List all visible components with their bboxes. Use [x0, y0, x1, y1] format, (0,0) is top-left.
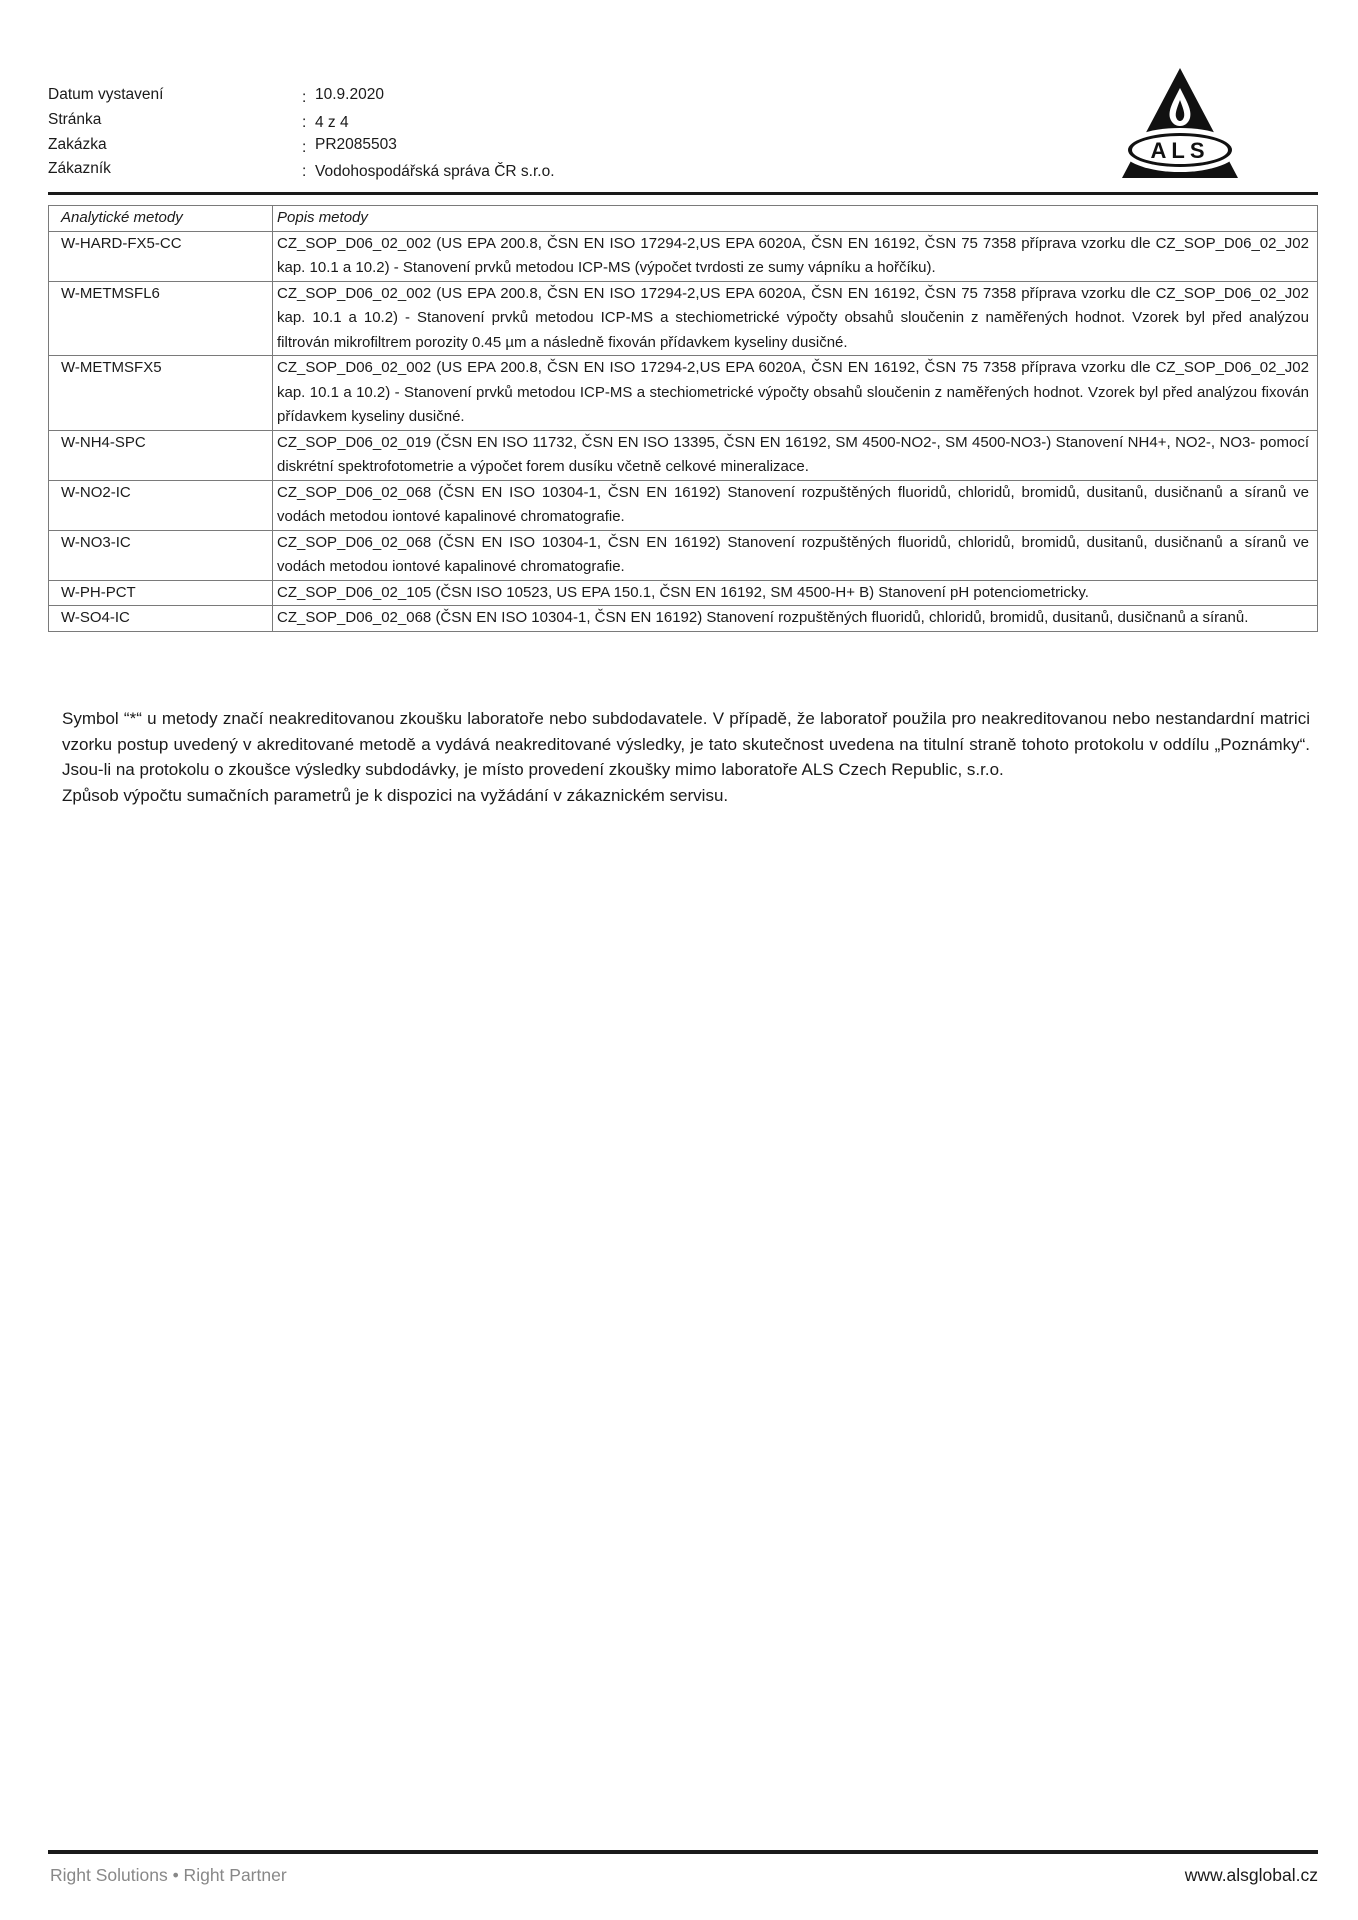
method-code: W-NO2-IC [49, 480, 273, 530]
method-code: W-PH-PCT [49, 580, 273, 606]
method-description: CZ_SOP_D06_02_068 (ČSN EN ISO 10304-1, ČSN EN 16192) Stanovení rozpuštěných fluoridů, chloridů, bromidů, dusitanů, dusičnanů a síranů ve vodách metodou iontové kapalinové chromatografie. [273, 530, 1318, 580]
table-row [49, 430, 1318, 480]
method-description: CZ_SOP_D06_02_068 (ČSN EN ISO 10304-1, ČSN EN 16192) Stanovení rozpuštěných fluoridů, chloridů, bromidů, dusitanů, dusičnanů a síranů. [273, 606, 1318, 632]
table-row [49, 231, 1318, 281]
notes-section [62, 706, 1310, 808]
column-header-methods: Analytické metody [49, 206, 273, 232]
header-separator: : [302, 114, 307, 131]
header-separator: : [302, 89, 307, 106]
footer-website-link[interactable]: www.alsglobal.cz [1184, 1865, 1318, 1885]
method-description: CZ_SOP_D06_02_105 (ČSN ISO 10523, US EPA 150.1, ČSN EN 16192, SM 4500-H+ B) Stanovení pH potenciometricky. [273, 580, 1318, 606]
method-description: CZ_SOP_D06_02_002 (US EPA 200.8, ČSN EN ISO 17294-2,US EPA 6020A, ČSN EN 16192, ČSN 75 7358 příprava vzorku dle CZ_SOP_D06_02_J02 kap. 10.1 a 10.2) - Stanovení prvků metodou ICP-MS a stechiometrické výpočty obsahů sloučenin z naměřených hodnot. Vzorek byl před analýzou fixován přídavkem kyseliny dusičné. [273, 356, 1318, 431]
method-description: CZ_SOP_D06_02_019 (ČSN EN ISO 11732, ČSN EN ISO 13395, ČSN EN 16192, SM 4500-NO2-, SM 4500-NO3-) Stanovení NH4+, NO2-, NO3- pomocí diskrétní spektrofotometrie a výpočet forem dusíku včetně celkové mineralizace. [273, 430, 1318, 480]
table-row [49, 606, 1318, 632]
method-code: W-SO4-IC [49, 606, 273, 632]
methods-table [48, 205, 1318, 632]
method-description: CZ_SOP_D06_02_068 (ČSN EN ISO 10304-1, ČSN EN 16192) Stanovení rozpuštěných fluoridů, chloridů, bromidů, dusitanů, dusičnanů a síranů ve vodách metodou iontové kapalinové chromatografie. [273, 480, 1318, 530]
method-code: W-METMSFL6 [49, 281, 273, 356]
header-label: Zakázka [48, 136, 107, 153]
header-divider [48, 192, 1318, 195]
table-row [49, 530, 1318, 580]
summation-note: Způsob výpočtu sumačních parametrů je k dispozici na vyžádání v zákaznickém servisu. [62, 785, 729, 805]
header-value: 4 z 4 [315, 114, 349, 131]
header-value: PR2085503 [315, 136, 397, 153]
header-label: Zákazník [48, 160, 111, 177]
method-code: W-NO3-IC [49, 530, 273, 580]
table-row [49, 281, 1318, 356]
table-row [49, 580, 1318, 606]
method-code: W-NH4-SPC [49, 430, 273, 480]
method-code: W-METMSFX5 [49, 356, 273, 431]
header-label: Datum vystavení [48, 86, 164, 103]
table-row [49, 480, 1318, 530]
accreditation-note: Symbol “*“ u metody značí neakreditovanou zkoušku laboratoře nebo subdodavatele. V případě, že laboratoř použila pro neakreditovanou nebo nestandardní matrici vzorku postup uvedený v akreditované metodě a vydává neakreditované výsledky, je tato skutečnost uvedena na titulní straně tohoto protokolu v oddílu „Poznámky“. Jsou-li na protokolu o zkoušce výsledky subdodávky, je místo provedení zkoušky mimo laboratoře ALS Czech Republic, s.r.o. [62, 709, 1310, 779]
footer-divider [48, 1850, 1318, 1854]
header-label: Stránka [48, 111, 102, 128]
method-description: CZ_SOP_D06_02_002 (US EPA 200.8, ČSN EN ISO 17294-2,US EPA 6020A, ČSN EN 16192, ČSN 75 7358 příprava vzorku dle CZ_SOP_D06_02_J02 kap. 10.1 a 10.2) - Stanovení prvků metodou ICP-MS (výpočet tvrdosti ze sumy vápníku a hořčíku). [273, 231, 1318, 281]
header-separator: : [302, 163, 307, 180]
table-header-row [49, 206, 1318, 232]
header-value: Vodohospodářská správa ČR s.r.o. [315, 163, 555, 180]
header-separator: : [302, 139, 307, 156]
table-row [49, 356, 1318, 431]
column-header-description: Popis metody [273, 206, 1318, 232]
als-logo [1118, 66, 1242, 184]
als-logo-icon [1118, 66, 1242, 184]
header-value: 10.9.2020 [315, 86, 384, 103]
footer-tagline: Right Solutions • Right Partner [50, 1865, 287, 1885]
logo-text: ALS [1150, 138, 1210, 163]
method-description: CZ_SOP_D06_02_002 (US EPA 200.8, ČSN EN ISO 17294-2,US EPA 6020A, ČSN EN 16192, ČSN 75 7358 příprava vzorku dle CZ_SOP_D06_02_J02 kap. 10.1 a 10.2) - Stanovení prvků metodou ICP-MS a stechiometrické výpočty obsahů sloučenin z naměřených hodnot. Vzorek byl před analýzou filtrován mikrofiltrem porozity 0.45 µm a následně fixován přídavkem kyseliny dusičné. [273, 281, 1318, 356]
method-code: W-HARD-FX5-CC [49, 231, 273, 281]
